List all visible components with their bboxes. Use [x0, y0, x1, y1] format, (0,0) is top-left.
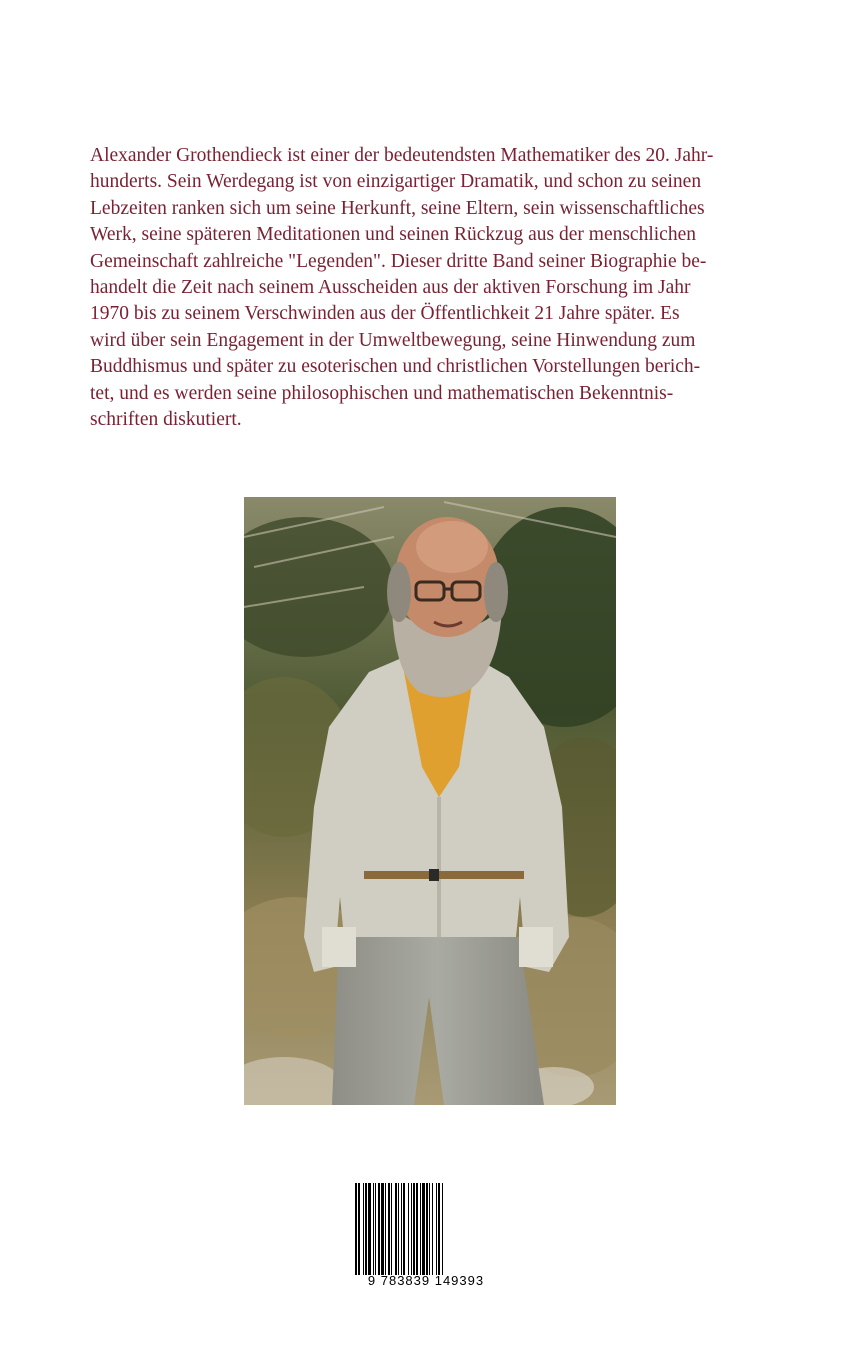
barcode-bar [401, 1183, 402, 1275]
barcode-bar [375, 1183, 376, 1275]
barcode-bar [388, 1183, 390, 1275]
barcode-bar [429, 1183, 430, 1275]
barcode-bar [391, 1183, 392, 1275]
author-photo [244, 497, 616, 1105]
barcode-bar [398, 1183, 399, 1275]
barcode-bar [403, 1183, 405, 1275]
barcode-bar [438, 1183, 440, 1275]
barcode-bar [413, 1183, 415, 1275]
barcode-bar [436, 1183, 437, 1275]
barcode-bar [365, 1183, 367, 1275]
barcode-bar [385, 1183, 386, 1275]
barcode-bar [422, 1183, 425, 1275]
barcode-bar [355, 1183, 357, 1275]
barcode-bar [373, 1183, 374, 1275]
barcode-bar [416, 1183, 418, 1275]
barcode-bar [381, 1183, 384, 1275]
isbn-digits: 9 783839 149393 [367, 1273, 485, 1288]
barcode-bar [363, 1183, 364, 1275]
barcode-bar [432, 1183, 433, 1275]
barcode-bar [420, 1183, 421, 1275]
barcode-bar [442, 1183, 443, 1275]
barcode-bar [358, 1183, 360, 1275]
barcode-bar [411, 1183, 412, 1275]
barcode-bar [395, 1183, 397, 1275]
barcode-bar [426, 1183, 428, 1275]
back-cover-blurb: Alexander Grothendieck ist einer der bedeutendsten Mathematiker des 20. Jahr- hunderts. Sein Werdegang ist von einzigartiger Dramatik, und schon zu seinen Lebzeiten ranken sich um seine Herkunft, seine Eltern, sein wissenschaftliches Werk, seine späteren Meditationen und seinen Rückzug aus der menschlichen Gemeinschaft zahlreiche "Legenden". Dieser dritte Band seiner Biographie be- handelt die Zeit nach seinem Ausscheiden aus der aktiven Forschung im Jahr 1970 bis zu seinem Verschwinden aus der Öffentlichkeit 21 Jahre später. Es wird über sein Engagement in der Umweltbewegung, seine Hinwendung zum Buddhismus und später zu esoterischen und christlichen Vorstellungen berich- tet, und es werden seine philosophischen und mathematischen Bekenntnis- schriften diskutiert. [90, 145, 714, 431]
barcode-bar [368, 1183, 371, 1275]
isbn-barcode [351, 1183, 501, 1293]
barcode-bar [408, 1183, 409, 1275]
barcode-bar [378, 1183, 380, 1275]
barcode-bars [351, 1183, 501, 1275]
